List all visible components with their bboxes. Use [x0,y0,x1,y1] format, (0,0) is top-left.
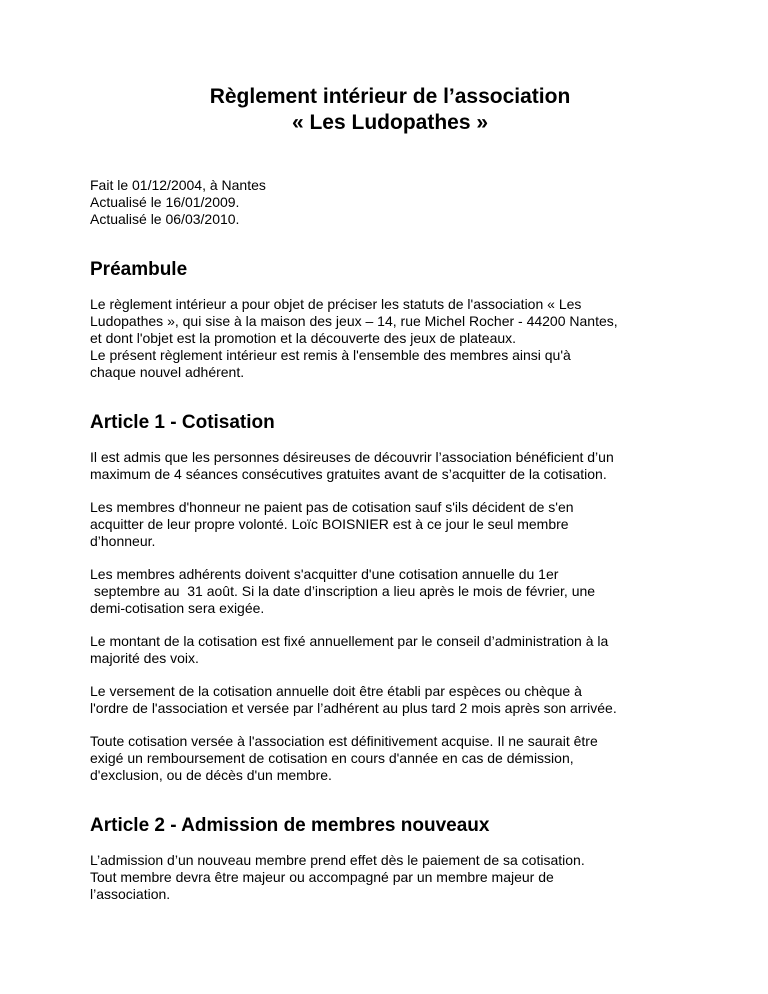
text-line: majorité des voix. [90,650,199,666]
text-line: Ludopathes », qui sise à la maison des jeux – 14, rue Michel Rocher - 44200 Nantes, [90,313,618,329]
text-line: Le présent règlement intérieur est remis à l'ensemble des membres ainsi qu'à [90,347,571,363]
text-line: Le versement de la cotisation annuelle doit être établi par espèces ou chèque à [90,683,582,699]
paragraph [90,449,690,483]
text-line: demi-cotisation sera exigée. [90,600,265,616]
section-preambule [90,259,690,381]
text-line: et dont l'objet est la promotion et la découverte des jeux de plateaux. [90,330,517,346]
section-article-1 [90,412,690,784]
text-line: maximum de 4 séances consécutives gratuites avant de s’acquitter de la cotisation. [90,466,607,482]
date-updated-1: Actualisé le 16/01/2009. [90,194,240,210]
paragraph [90,633,690,667]
date-created: Fait le 01/12/2004, à Nantes [90,177,266,193]
date-updated-2: Actualisé le 06/03/2010. [90,211,240,227]
text-line: d’honneur. [90,533,156,549]
paragraph [90,566,690,617]
text-line: Le montant de la cotisation est fixé annuellement par le conseil d’administration à la [90,633,609,649]
text-line: l'ordre de l'association et versée par l’adhérent au plus tard 2 mois après son arrivée. [90,700,617,716]
title-line-2: « Les Ludopathes » [291,111,489,134]
paragraph [90,852,690,903]
text-line: Les membres d'honneur ne paient pas de cotisation sauf s'ils décident de s'en [90,499,574,515]
paragraph [90,683,690,717]
text-line: L’admission d’un nouveau membre prend effet dès le paiement de sa cotisation. [90,852,585,868]
text-line: septembre au 31 août. Si la date d’inscription a lieu après le mois de février, une [90,583,596,599]
text-line: chaque nouvel adhérent. [90,364,245,380]
text-line: Il est admis que les personnes désireuses de découvrir l’association bénéficient d’un [90,449,614,465]
text-line: l’association. [90,886,171,902]
text-line: exigé un remboursement de cotisation en cours d'année en cas de démission, [90,750,574,766]
paragraph [90,296,690,381]
text-line: Le règlement intérieur a pour objet de préciser les statuts de l'association « Les [90,296,582,312]
paragraph [90,499,690,550]
title-line-1: Règlement intérieur de l’association [209,85,571,108]
document-title [90,84,690,136]
text-line: Les membres adhérents doivent s'acquitter d'une cotisation annuelle du 1er [90,566,559,582]
document-dates [90,177,690,228]
text-line: d'exclusion, ou de décès d'un membre. [90,767,332,783]
paragraph [90,733,690,784]
heading-preambule: Préambule [90,259,188,280]
heading-article-1: Article 1 - Cotisation [90,412,275,433]
text-line: Tout membre devra être majeur ou accompagné par un membre majeur de [90,869,554,885]
text-line: Toute cotisation versée à l'association est définitivement acquise. Il ne saurait être [90,733,598,749]
heading-article-2: Article 2 - Admission de membres nouveaux [90,815,490,836]
document-page [90,84,690,903]
text-line: acquitter de leur propre volonté. Loïc BOISNIER est à ce jour le seul membre [90,516,569,532]
section-article-2 [90,815,690,903]
